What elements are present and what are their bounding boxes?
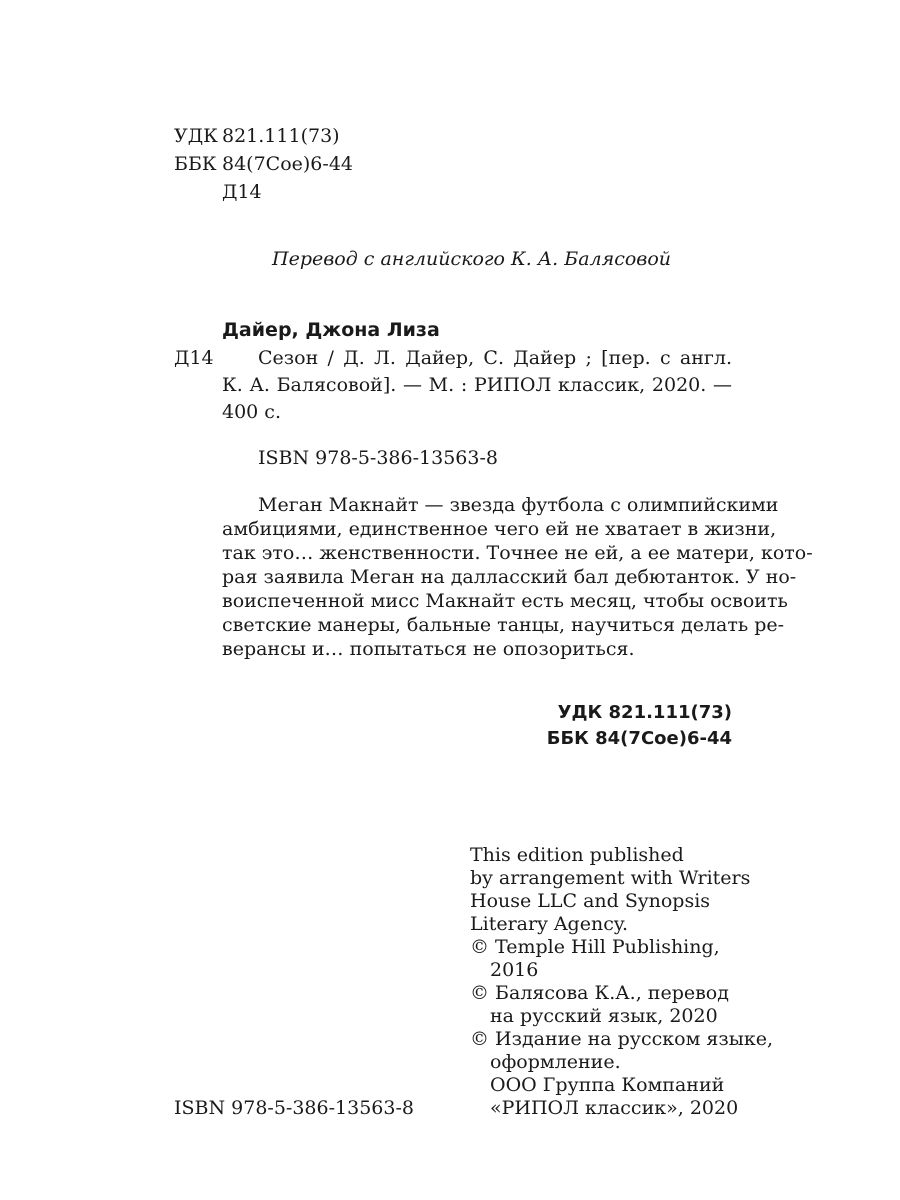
index-udk: УДК 821.111(73) — [557, 702, 732, 723]
bbk-value: 84(7Сое)6-44 — [222, 153, 353, 175]
description-line-2: К. А. Балясовой]. — М. : РИПОЛ классик, 2020. — — [222, 374, 732, 396]
annotation-line: верансы и… попытаться не опозориться. — [222, 638, 635, 660]
copyright-line: by arrangement with Writers — [470, 867, 751, 889]
bbk-label: ББК — [174, 153, 217, 175]
copyright-line: оформление. — [490, 1051, 621, 1073]
annotation-line: амбициями, единственное чего ей не хватает в жизни, — [222, 518, 777, 540]
translation-note: Перевод с английского К. А. Балясовой — [272, 248, 672, 270]
copyright-line: 2016 — [490, 959, 539, 981]
annotation-line: рая заявила Меган на далласский бал дебютанток. У но- — [222, 566, 797, 588]
copyright-line: ООО Группа Компаний — [490, 1074, 725, 1096]
annotation-line: светские манеры, бальные танцы, научиться делать ре- — [222, 614, 785, 636]
author-mark: Д14 — [222, 181, 262, 203]
description-line-1: Сезон / Д. Л. Дайер, С. Дайер ; [пер. с англ. — [258, 347, 732, 369]
copyright-line: House LLC and Synopsis — [470, 890, 711, 912]
author-heading: Дайер, Джона Лиза — [222, 319, 440, 341]
annotation-line: Меган Макнайт — звезда футбола с олимпийскими — [258, 494, 779, 516]
copyright-line: This edition published — [470, 844, 684, 866]
copyright-line: © Балясова К.А., перевод — [470, 982, 729, 1004]
description-line-3: 400 с. — [222, 401, 281, 423]
copyright-line: на русский язык, 2020 — [490, 1005, 718, 1027]
copyright-line: «РИПОЛ классик», 2020 — [490, 1097, 739, 1119]
footer-isbn: ISBN 978-5-386-13563-8 — [174, 1097, 414, 1119]
copyright-line: © Издание на русском языке, — [470, 1028, 774, 1050]
annotation-line: воиспеченной мисс Макнайт есть месяц, чтобы освоить — [222, 590, 788, 612]
catalog-isbn: ISBN 978-5-386-13563-8 — [258, 447, 498, 469]
udk-value: 821.111(73) — [222, 125, 340, 147]
index-bbk: ББК 84(7Сое)6-44 — [546, 728, 732, 749]
udk-label: УДК — [174, 125, 218, 147]
copyright-line: Literary Agency. — [470, 913, 629, 935]
copyright-line: © Temple Hill Publishing, — [470, 936, 720, 958]
annotation-line: так это… женственности. Точнее не ей, а ее матери, кото- — [222, 542, 813, 564]
catalog-author-mark: Д14 — [174, 347, 214, 369]
